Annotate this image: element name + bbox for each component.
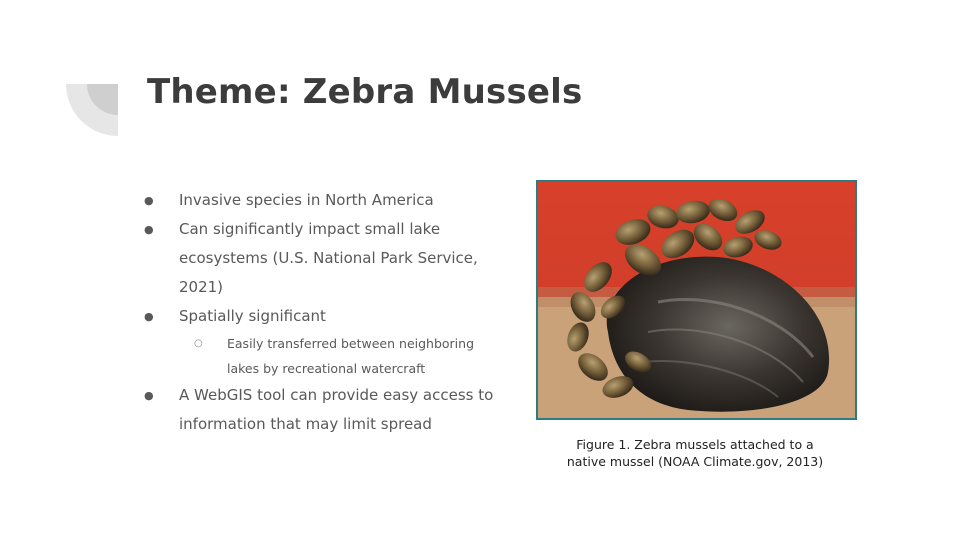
bullet-item: [144, 215, 504, 302]
bullet-text: Spatially significant: [179, 307, 326, 325]
bullet-item: [144, 381, 504, 439]
mussel-illustration: [538, 182, 855, 418]
slide-title: Theme: Zebra Mussels: [147, 72, 583, 112]
bullet-dot-icon: ●: [144, 223, 154, 236]
figure-caption: [545, 436, 845, 470]
bullet-text: Invasive species in North America: [179, 191, 434, 209]
bullet-text: A WebGIS tool can provide easy access to information that may limit spread: [179, 386, 494, 433]
bullet-text: Easily transferred between neighboring lakes by recreational watercraft: [227, 336, 475, 376]
bullet-circle-icon: ○: [194, 338, 203, 349]
bullet-text: Can significantly impact small lake ecosystems (U.S. National Park Service, 2021): [179, 220, 478, 296]
bullet-dot-icon: ●: [144, 310, 154, 323]
bullet-dot-icon: ●: [144, 194, 154, 207]
zebra-mussel-photo: [536, 180, 857, 420]
bullet-dot-icon: ●: [144, 389, 154, 402]
caption-line: native mussel (NOAA Climate.gov, 2013): [566, 454, 824, 469]
bullet-item: [144, 186, 504, 215]
caption-line: Figure 1. Zebra mussels attached to a: [576, 437, 814, 452]
bullet-list: [144, 186, 504, 439]
bullet-item: [144, 302, 504, 331]
sub-bullet-item: [144, 332, 504, 381]
